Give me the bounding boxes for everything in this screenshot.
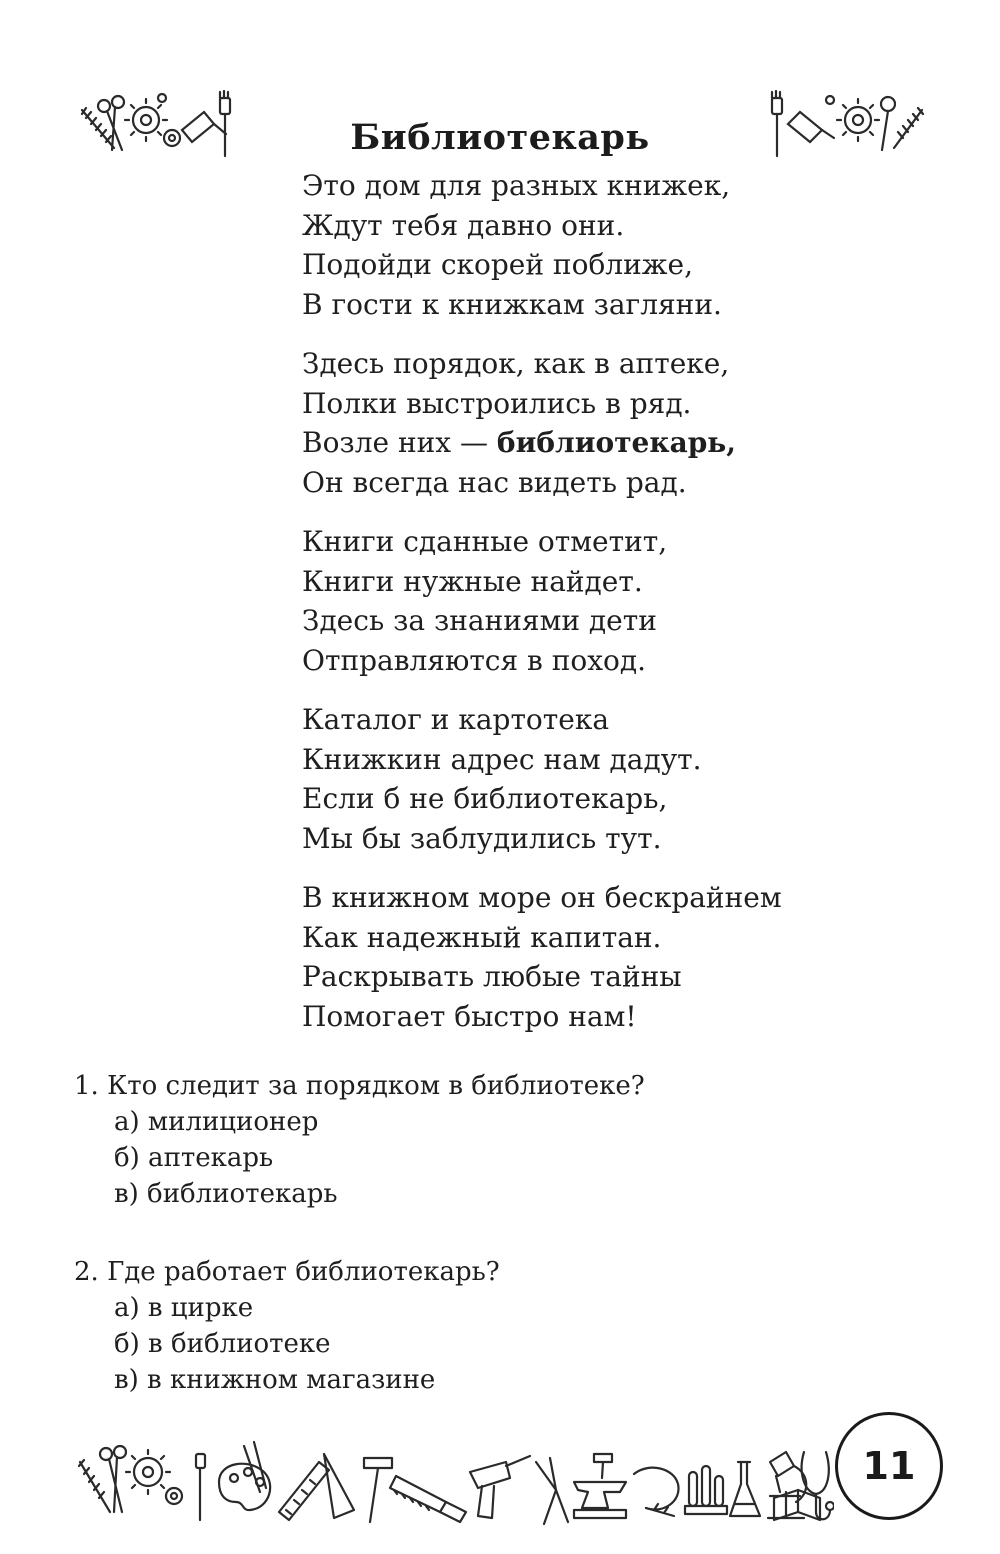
poem-line: Здесь порядок, как в аптеке, <box>302 347 730 380</box>
poem-line: Это дом для разных книжек, <box>302 169 731 202</box>
tools-ornament-top-right <box>760 90 930 162</box>
paintbrush-icon <box>196 1454 205 1520</box>
gear-icon <box>126 1450 182 1504</box>
poem-line: Мы бы заблудились тут. <box>302 821 662 855</box>
poem-line: Полки выстроились в ряд. <box>302 386 692 420</box>
poem <box>302 166 822 1056</box>
bold-word: библиотекарь, <box>496 426 737 459</box>
poem-line: Ждут тебя давно они. <box>302 208 625 242</box>
poem-line: Подойди скорей поближе, <box>302 248 693 281</box>
poem-line-with-bold <box>302 423 822 463</box>
answer-option: а) в цирке <box>114 1293 254 1323</box>
tools-ornament-top-left <box>74 90 244 162</box>
question-1 <box>74 1068 774 1212</box>
paintbrush-icon <box>772 91 782 156</box>
poem-stanza-1 <box>302 166 822 324</box>
poem-line: Отправляются в поход. <box>302 643 647 677</box>
poem-stanza-3 <box>302 522 822 680</box>
poem-line: Он всегда нас видеть рад. <box>302 465 687 499</box>
poem-line-start: Возле них — <box>302 426 497 459</box>
poem-line: Книжкин адрес нам дадут. <box>302 742 702 776</box>
tools-ornament-bottom <box>74 1432 834 1532</box>
ruler-icon <box>279 1454 354 1520</box>
measuring-tape-icon <box>634 1468 679 1516</box>
flask-icon <box>730 1462 760 1516</box>
poem-line: Каталог и картотека <box>302 703 610 736</box>
trowel-icon <box>788 112 834 142</box>
pliers-icon <box>536 1458 568 1524</box>
answer-option: б) в библиотеке <box>114 1329 331 1359</box>
stethoscope-icon <box>802 1452 834 1519</box>
poem-line: Раскрывать любые тайны <box>302 960 682 993</box>
anvil-icon <box>574 1454 626 1518</box>
paintbrush-icon <box>220 91 230 156</box>
hammer-icon <box>364 1458 392 1522</box>
poem-line: Помогает быстро нам! <box>302 999 637 1033</box>
comb-icon <box>894 108 923 148</box>
drill-icon <box>470 1456 530 1518</box>
test-tubes-icon <box>685 1466 727 1514</box>
scissors-icon <box>98 96 124 150</box>
question-text: 2. Где работает библиотекарь? <box>74 1257 500 1287</box>
book-icon <box>774 1490 820 1520</box>
poem-line: В гости к книжкам загляни. <box>302 287 722 321</box>
poem-stanza-5 <box>302 878 822 1036</box>
trowel-icon <box>182 112 226 142</box>
poem-line: Если б не библиотекарь, <box>302 782 668 815</box>
saw-icon <box>390 1476 466 1522</box>
gear-icon <box>826 96 879 141</box>
poem-line: Как надежный капитан. <box>302 920 662 954</box>
question-text: 1. Кто следит за порядком в библиотеке? <box>74 1071 645 1101</box>
page-title: Библиотекарь <box>350 117 650 159</box>
answer-option: в) библиотекарь <box>114 1179 338 1209</box>
poem-line: Здесь за знаниями дети <box>302 604 657 637</box>
poem-stanza-2 <box>302 344 822 502</box>
paint-palette-icon <box>219 1442 270 1510</box>
comb-icon <box>79 1460 110 1512</box>
poem-line: В книжном море он бескрайнем <box>302 881 782 914</box>
answer-option: б) аптекарь <box>114 1143 274 1173</box>
poem-line: Книги нужные найдет. <box>302 564 643 598</box>
poem-line: Книги сданные отметит, <box>302 525 668 558</box>
page-number: 11 <box>835 1412 943 1520</box>
gear-icon <box>125 94 180 146</box>
wrench-icon <box>881 97 895 150</box>
poem-stanza-4 <box>302 700 822 858</box>
answer-option: в) в книжном магазине <box>114 1365 436 1395</box>
question-2 <box>74 1254 774 1398</box>
answer-option: а) милиционер <box>114 1107 319 1137</box>
